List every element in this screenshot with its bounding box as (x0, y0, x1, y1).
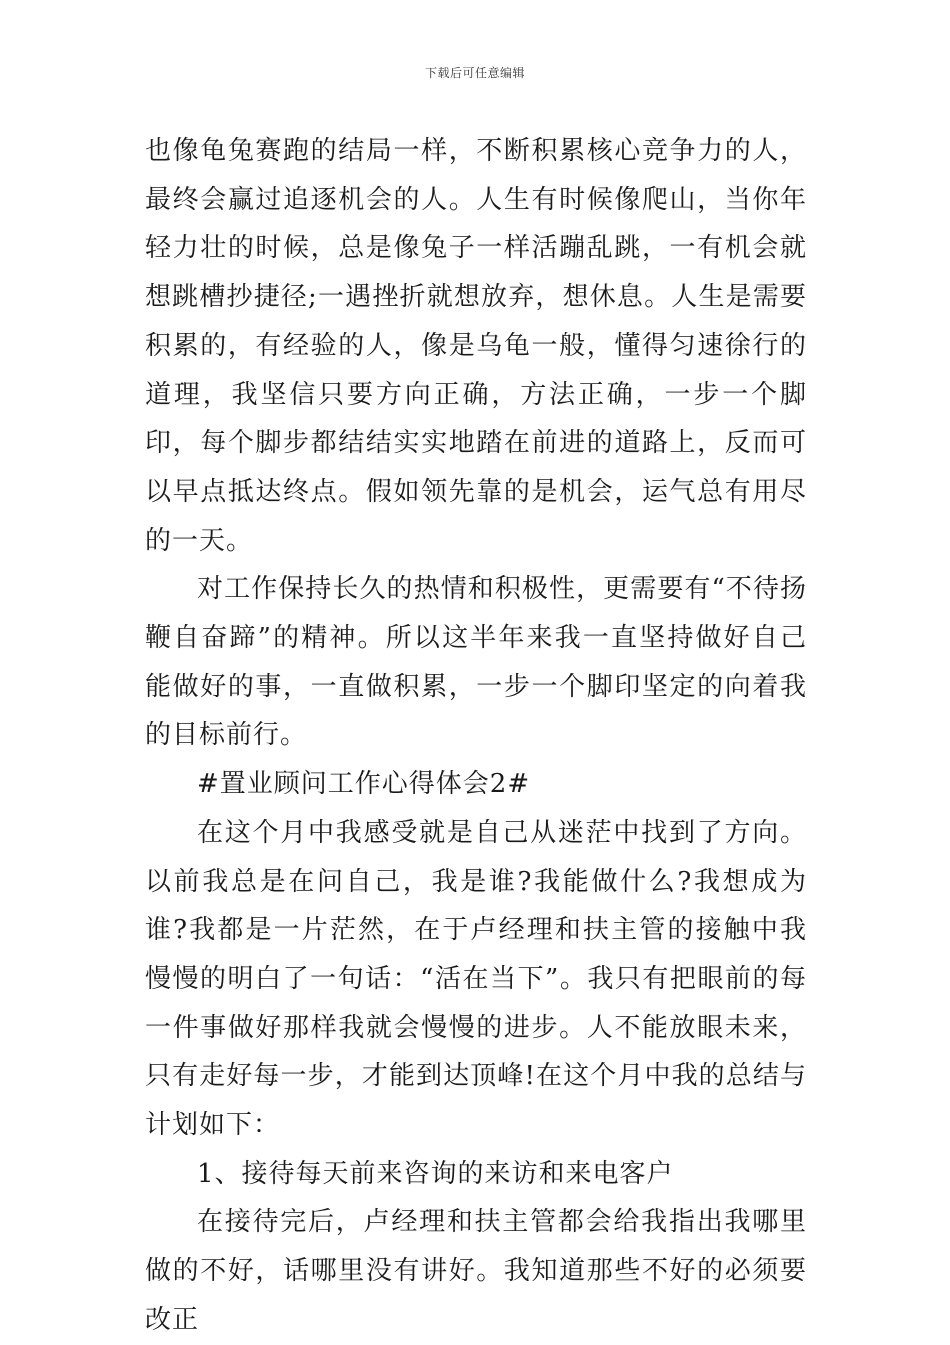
paragraph-2: 对工作保持长久的热情和积极性，更需要有“不待扬鞭自奋蹄”的精神。所以这半年来我一直坚持做好自己能做好的事，一直做积累，一步一个脚印坚定的向着我的目标前行。 (145, 574, 807, 751)
paragraph-4: 在接待完后，卢经理和扶主管都会给我指出我哪里做的不好，话哪里没有讲好。我知道那些不好的必须要改正 (145, 1207, 807, 1335)
body-text (145, 127, 807, 1345)
paragraph-3: 在这个月中我感受就是自己从迷茫中找到了方向。以前我总是在问自己，我是谁?我能做什么?我想成为谁?我都是一片茫然，在于卢经理和扶主管的接触中我慢慢的明白了一句话：“活在当下”。我只有把眼前的每一件事做好那样我就会慢慢的进步。人不能放眼未来，只有走好每一步，才能到达顶峰!在这个月中我的总结与计划如下： (145, 817, 807, 1141)
paragraph-1: 也像龟兔赛跑的结局一样，不断积累核心竞争力的人，最终会赢过追逐机会的人。人生有时候像爬山，当你年轻力壮的时候，总是像兔子一样活蹦乱跳，一有机会就想跳槽抄捷径;一遇挫折就想放弃，想休息。人生是需要积累的，有经验的人，像是乌龟一般，懂得匀速徐行的道理，我坚信只要方向正确，方法正确，一步一个脚印，每个脚步都结结实实地踏在前进的道路上，反而可以早点抵达终点。假如领先靠的是机会，运气总有用尽的一天。 (145, 136, 807, 556)
section-heading: #置业顾问工作心得体会2# (197, 769, 531, 800)
header-note: 下载后可任意编辑 (424, 66, 525, 80)
list-item-1: 1、接待每天前来咨询的来访和来电客户 (197, 1158, 674, 1189)
